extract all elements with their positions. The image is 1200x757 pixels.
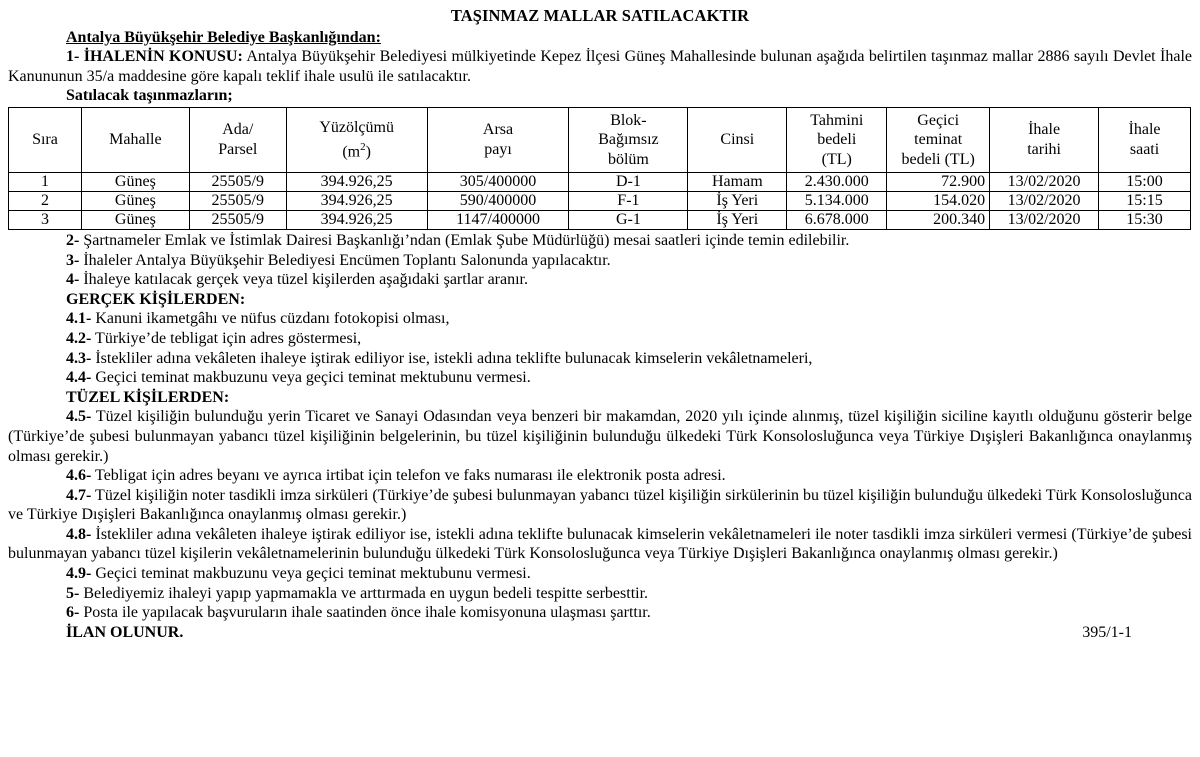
- cell-blok: D-1: [569, 172, 688, 191]
- cell-ada-parsel: 25505/9: [189, 191, 286, 210]
- cell-yuzolcumu: 394.926,25: [286, 191, 427, 210]
- cell-yuzolcumu: 394.926,25: [286, 210, 427, 229]
- item-6: 6- Posta ile yapılacak başvuruların ihale saatinden önce ihale komisyonuna ulaşması şarttır.: [66, 604, 651, 622]
- cell-cinsi: İş Yeri: [688, 191, 787, 210]
- col-header-ihale-tarihi: İhale tarihi: [990, 107, 1099, 172]
- natural-persons-heading: GERÇEK KİŞİLERDEN:: [66, 290, 246, 308]
- cell-gecici-teminat: 154.020: [887, 191, 990, 210]
- col-header-ada-parsel: Ada/ Parsel: [189, 107, 286, 172]
- item-4-7: 4.7- Tüzel kişiliğin noter tasdikli imza sirküleri (Türkiye’de şubesi bulunmayan yabancı tüzel kişiliğin sirkülerinin bu tüzel kişiliğin bulunduğu ülkedeki Türk Konsolosluğunca ve Türkiye Dışişleri Bakanlığınca onaylanmış olması gerekir.): [8, 486, 1192, 524]
- cell-blok: F-1: [569, 191, 688, 210]
- cell-gecici-teminat: 72.900: [887, 172, 990, 191]
- item-4-4: 4.4- Geçici teminat makbuzunu veya geçici teminat mektubunu vermesi.: [66, 369, 531, 387]
- property-table: [8, 107, 1191, 230]
- item-4-1: 4.1- Kanuni ikametgâhı ve nüfus cüzdanı fotokopisi olması,: [66, 310, 450, 328]
- cell-cinsi: Hamam: [688, 172, 787, 191]
- col-header-blok: Blok- Bağımsız bölüm: [569, 107, 688, 172]
- cell-blok: G-1: [569, 210, 688, 229]
- item-4-6: 4.6- Tebligat için adres beyanı ve ayrıca irtibat için telefon ve faks numarası ile elektronik posta adresi.: [66, 467, 726, 485]
- table-header-row: [9, 107, 1191, 172]
- col-header-ihale-saati: İhale saati: [1099, 107, 1191, 172]
- col-header-yuzolcumu: Yüzölçümü $(m^2)$: [286, 107, 427, 172]
- cell-sira: 3: [9, 210, 82, 229]
- section-1-label: 1- İHALENİN KONUSU:: [66, 48, 243, 66]
- document-title: TAŞINMAZ MALLAR SATILACAKTIR: [450, 6, 750, 25]
- item-4-5: 4.5- Tüzel kişiliğin bulunduğu yerin Ticaret ve Sanayi Odasından veya benzeri bir makamdan, 2020 yılı içinde alınmış, tüzel kişiliğin siciline kayıtlı olduğunu gösterir belge (Türkiye’de şubesi bulunmayan yabancı tüzel kişiliğinin belgelerinin, bu tüzel kişiliğinin bulunduğu ülkedeki Türk Konsolosluğunca veya Türkiye Dışişleri Bakanlığınca onaylanmış olması gerekir.): [8, 408, 1192, 465]
- cell-tahmini-bedel: 6.678.000: [787, 210, 887, 229]
- col-header-arsa-payi: Arsa payı: [427, 107, 569, 172]
- cell-gecici-teminat: 200.340: [887, 210, 990, 229]
- col-header-cinsi: Cinsi: [688, 107, 787, 172]
- cell-tahmini-bedel: 5.134.000: [787, 191, 887, 210]
- section-1-text: Antalya Büyükşehir Belediyesi mülkiyetinde Kepez İlçesi Güneş Mahallesinde bulunan aşağıda belirtilen taşınmaz mallar 2886 sayılı Devlet İhale Kanununun 35/a maddesine göre kapalı teklif ihale usulü ile satılacaktır.: [8, 48, 1193, 85]
- cell-ihale-saati: 15:30: [1099, 210, 1191, 229]
- item-3: 3- İhaleler Antalya Büyükşehir Belediyesi Encümen Toplantı Salonunda yapılacaktır.: [66, 251, 611, 269]
- cell-ada-parsel: 25505/9: [189, 210, 286, 229]
- cell-yuzolcumu: 394.926,25: [286, 172, 427, 191]
- col-header-tahmini-bedel: Tahmini bedeli (TL): [787, 107, 887, 172]
- closing-statement: İLAN OLUNUR.: [66, 623, 184, 641]
- legal-persons-heading: TÜZEL KİŞİLERDEN:: [66, 388, 230, 406]
- footer: [66, 623, 1192, 643]
- cell-ihale-tarihi: 13/02/2020: [990, 191, 1099, 210]
- cell-arsa-payi: 590/400000: [427, 191, 569, 210]
- col-header-mahalle: Mahalle: [81, 107, 189, 172]
- cell-ihale-saati: 15:15: [1099, 191, 1191, 210]
- page-reference: 395/1-1: [1082, 623, 1132, 641]
- col-header-gecici-teminat: Geçici teminat bedeli (TL): [887, 107, 990, 172]
- cell-ada-parsel: 25505/9: [189, 172, 286, 191]
- table-row: [9, 191, 1191, 210]
- cell-tahmini-bedel: 2.430.000: [787, 172, 887, 191]
- col-header-sira: Sıra: [9, 107, 82, 172]
- item-4-2: 4.2- Türkiye’de tebligat için adres göstermesi,: [66, 329, 362, 347]
- cell-ihale-saati: 15:00: [1099, 172, 1191, 191]
- cell-mahalle: Güneş: [81, 191, 189, 210]
- property-list-heading-text: Satılacak taşınmazların;: [66, 87, 233, 105]
- table-row: [9, 210, 1191, 229]
- cell-arsa-payi: 305/400000: [427, 172, 569, 191]
- item-4: 4- İhaleye katılacak gerçek veya tüzel kişilerden aşağıdaki şartlar aranır.: [66, 271, 528, 289]
- cell-sira: 2: [9, 191, 82, 210]
- cell-ihale-tarihi: 13/02/2020: [990, 210, 1099, 229]
- table-row: [9, 172, 1191, 191]
- issuing-authority: Antalya Büyükşehir Belediye Başkanlığından:: [66, 28, 381, 46]
- cell-sira: 1: [9, 172, 82, 191]
- item-2: 2- Şartnameler Emlak ve İstimlak Dairesi Başkanlığı’ndan (Emlak Şube Müdürlüğü) mesai saatleri içinde temin edilebilir.: [66, 231, 850, 249]
- cell-cinsi: İş Yeri: [688, 210, 787, 229]
- item-5: 5- Belediyemiz ihaleyi yapıp yapmamakla ve arttırmada en uygun bedeli tespitte serbesttir.: [66, 584, 649, 602]
- property-list-heading: [66, 86, 1192, 106]
- item-4-9: 4.9- Geçici teminat makbuzunu veya geçici teminat mektubunu vermesi.: [66, 565, 531, 583]
- cell-mahalle: Güneş: [81, 172, 189, 191]
- section-1-paragraph: [8, 47, 1192, 86]
- cell-mahalle: Güneş: [81, 210, 189, 229]
- cell-ihale-tarihi: 13/02/2020: [990, 172, 1099, 191]
- item-4-8: 4.8- İstekliler adına vekâleten ihaleye iştirak ediliyor ise, istekli adına teklifte bulunacak kimselerin vekâletnameleri ile noter tasdikli imza sirküleri vermesi (Türkiye’de şubesi bulunmayan yabancı tüzel kişilerin vekâletnamelerinin bulunduğu ülkedeki Türk Konsolosluğunca veya Türkiye Dışişleri Bakanlığınca onaylanmış olması gerekir.): [8, 525, 1192, 563]
- item-4-3: 4.3- İstekliler adına vekâleten ihaleye iştirak ediliyor ise, istekli adına teklifte bulunacak kimselerin vekâletnameleri,: [66, 349, 813, 367]
- cell-arsa-payi: 1147/400000: [427, 210, 569, 229]
